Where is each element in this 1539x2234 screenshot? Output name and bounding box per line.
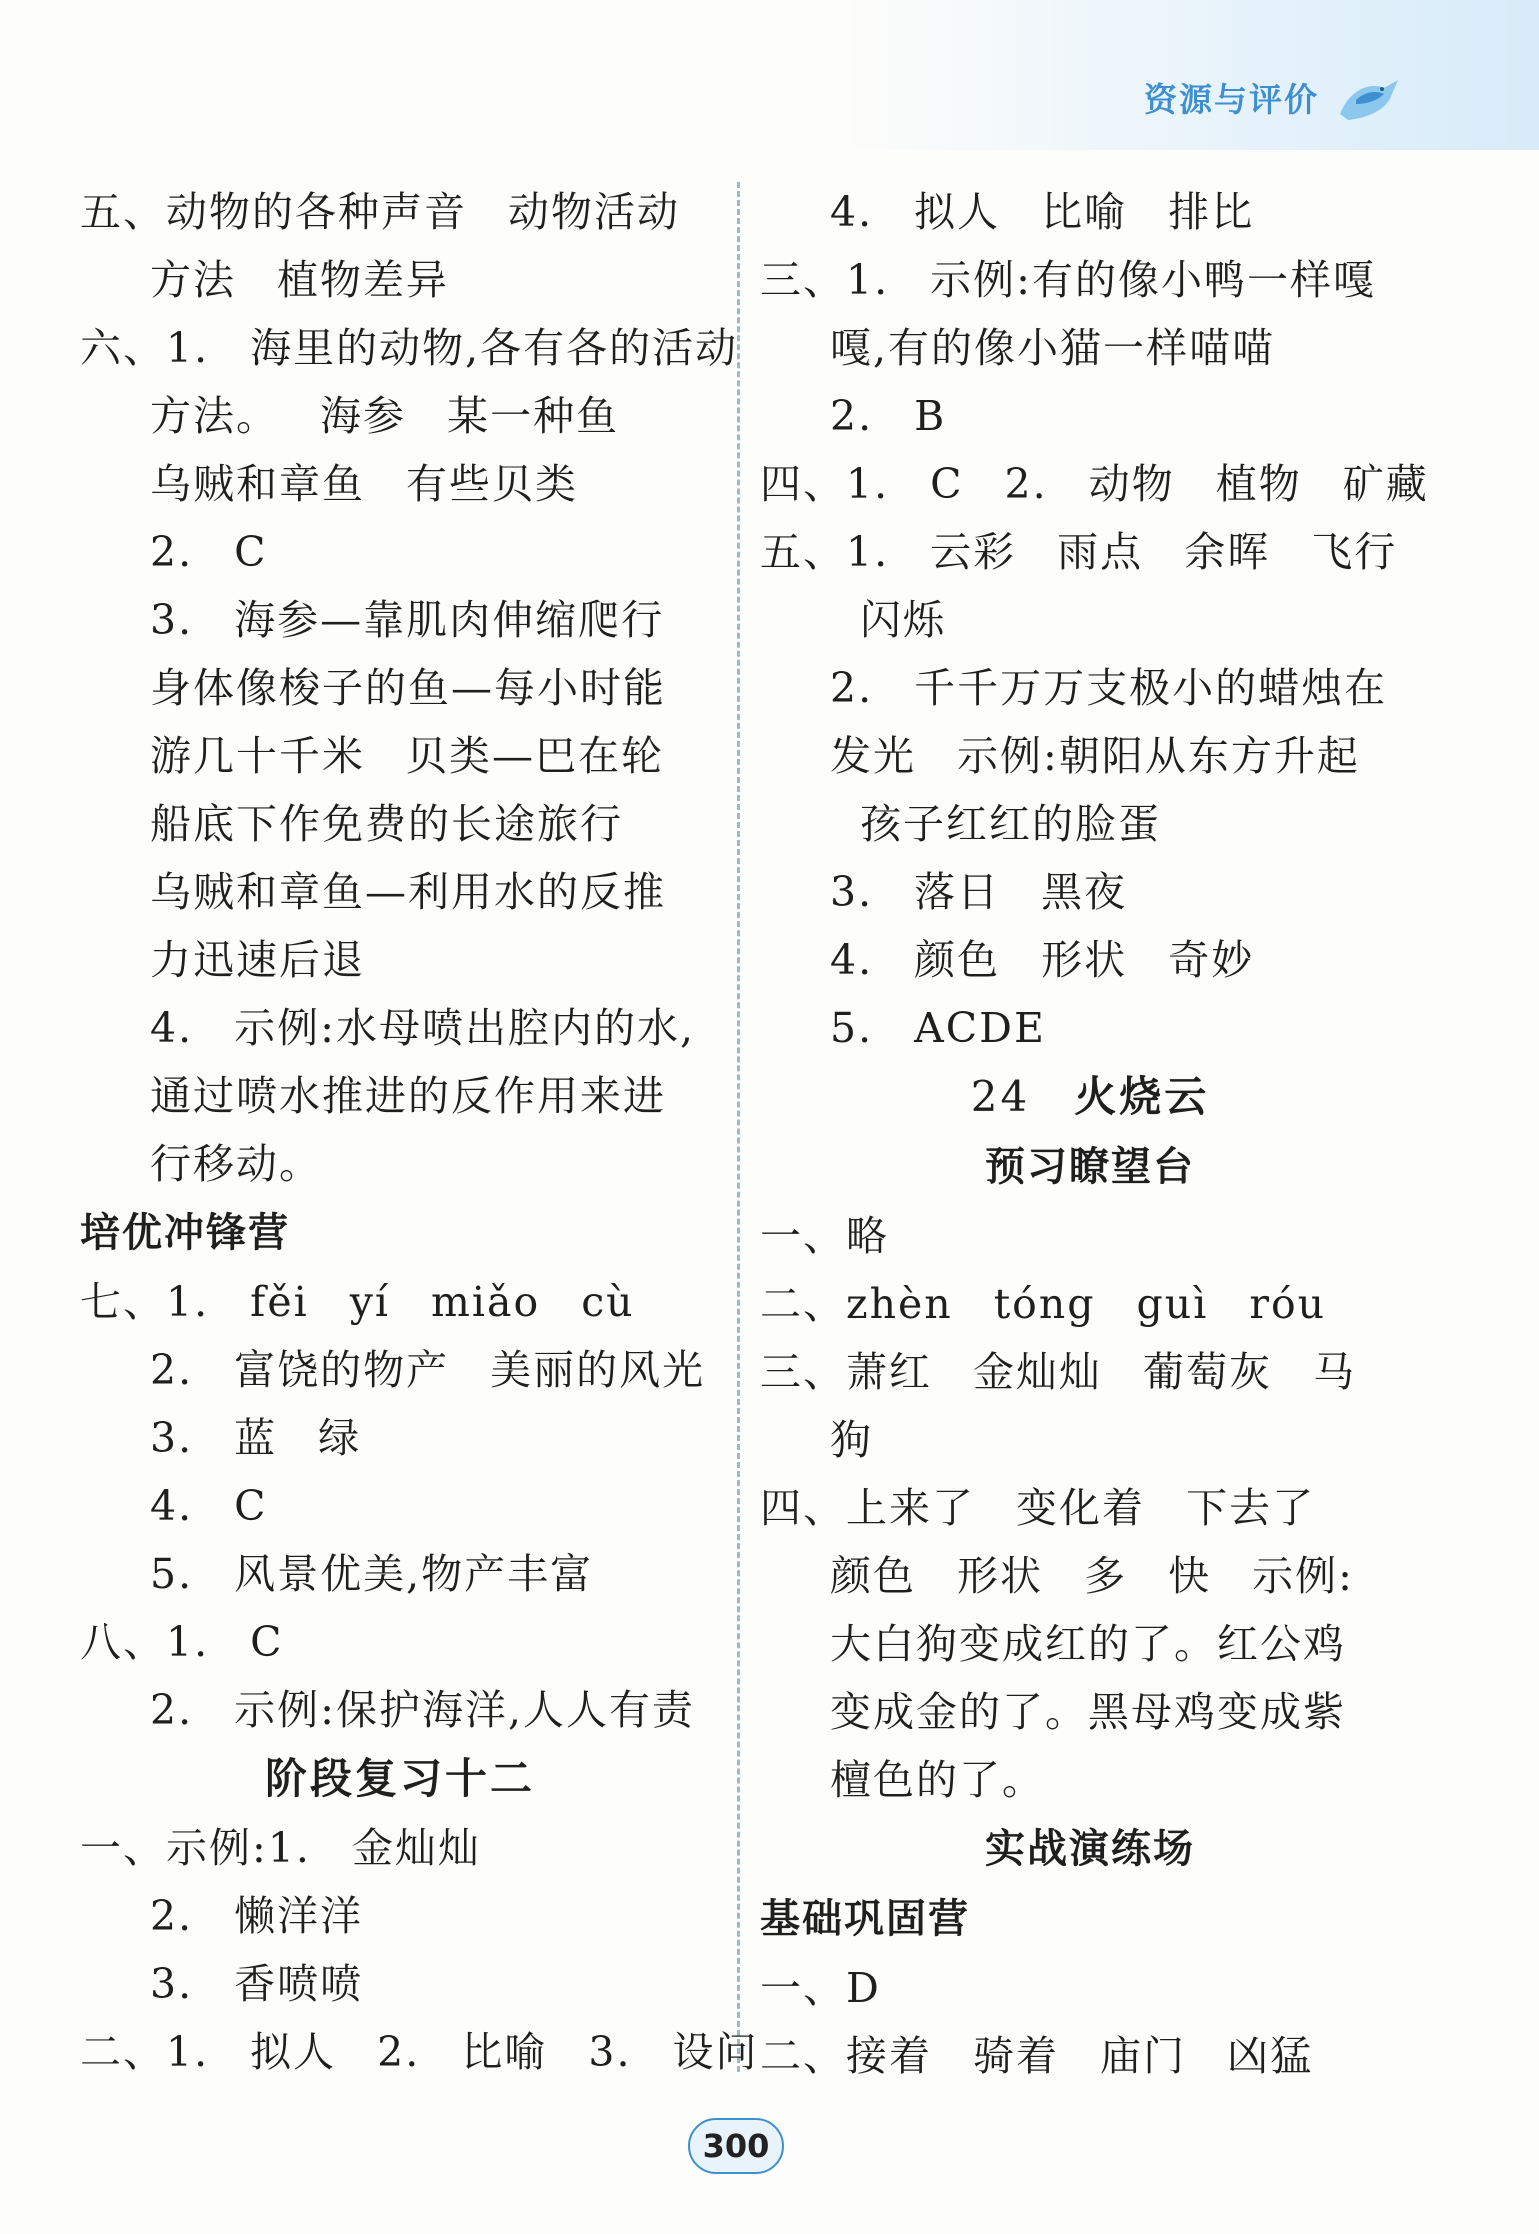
page-number: 300: [688, 2118, 784, 2174]
section-heading: 培优冲锋营: [80, 1210, 290, 1256]
answer-line: 檀色的了。: [830, 1756, 1045, 1804]
review-title: 阶段复习十二: [264, 1754, 535, 1803]
answer-line: 四、1. C 2. 动物 植物 矿藏: [760, 460, 1429, 508]
answer-line: 孩子红红的脸蛋: [860, 800, 1161, 848]
answer-line: 二、接着 骑着 庙门 凶猛: [760, 2032, 1314, 2080]
answer-line: 2. 懒洋洋: [150, 1892, 364, 1940]
answer-line: 变成金的了。黑母鸡变成紫: [830, 1688, 1346, 1736]
answer-line: 狗: [830, 1416, 873, 1464]
answer-line: 2. 示例:保护海洋,人人有责: [150, 1686, 695, 1734]
answer-line: 乌贼和章鱼 有些贝类: [150, 460, 579, 508]
lesson-title: [760, 1062, 1420, 1132]
answer-line: 3. 香喷喷: [150, 1960, 364, 2008]
section-heading: 预习瞭望台: [985, 1144, 1195, 1190]
column-divider: [737, 182, 740, 2072]
answer-line: 六、1. 海里的动物,各有各的活动: [80, 324, 739, 372]
answer-line: 4. 拟人 比喻 排比: [830, 188, 1255, 236]
answer-line: 三、萧红 金灿灿 葡萄灰 马: [760, 1348, 1357, 1396]
answer-line: 颜色 形状 多 快 示例:: [830, 1552, 1354, 1600]
answer-line: 2. 富饶的物产 美丽的风光: [150, 1346, 706, 1394]
answer-line: 2. B: [830, 392, 947, 440]
answer-line: 五、动物的各种声音 动物活动: [80, 188, 681, 236]
answer-line: 二、1. 拟人 2. 比喻 3. 设问: [80, 2028, 759, 2076]
answer-line: 身体像梭子的鱼—每小时能: [150, 664, 666, 712]
answer-line: 2. C: [150, 528, 268, 576]
answer-line: 一、略: [760, 1212, 889, 1260]
answer-line: 四、上来了 变化着 下去了: [760, 1484, 1316, 1532]
answer-line: 七、1. fěi yí miǎo cù: [80, 1278, 635, 1326]
answer-line: 方法。 海参 某一种鱼: [150, 392, 620, 440]
answer-line: 五、1. 云彩 雨点 余晖 飞行: [760, 528, 1398, 576]
answer-line: 行移动。: [150, 1140, 322, 1188]
answer-line: 4. 示例:水母喷出腔内的水,: [150, 1004, 695, 1052]
answer-line: 三、1. 示例:有的像小鸭一样嘎: [760, 256, 1376, 304]
header-title: 资源与评价: [1144, 80, 1319, 119]
answer-line: 4. 颜色 形状 奇妙: [830, 936, 1255, 984]
answer-line: 八、1. C: [80, 1618, 284, 1666]
section-heading: 实战演练场: [985, 1826, 1195, 1872]
lesson-name: 火烧云: [1074, 1072, 1210, 1121]
answer-line: 通过喷水推进的反作用来进: [150, 1072, 666, 1120]
answer-line: 3. 海参—靠肌肉伸缩爬行: [150, 596, 665, 644]
page-header: [0, 0, 1539, 150]
answer-line: 发光 示例:朝阳从东方升起: [830, 732, 1360, 780]
answer-line: 5. ACDE: [830, 1004, 1046, 1052]
answer-line: 闪烁: [860, 596, 946, 644]
answer-line: 大白狗变成红的了。红公鸡: [830, 1620, 1346, 1668]
answer-line: 力迅速后退: [150, 936, 365, 984]
answer-line: 一、示例:1. 金灿灿: [80, 1824, 481, 1872]
answer-line: 3. 蓝 绿: [150, 1414, 362, 1462]
answer-line: 一、D: [760, 1964, 881, 2012]
answer-line: 5. 风景优美,物产丰富: [150, 1550, 594, 1598]
right-column: [760, 178, 1429, 2090]
answer-line: 乌贼和章鱼—利用水的反推: [150, 868, 666, 916]
left-column: [80, 178, 759, 2086]
section-heading: 基础巩固营: [760, 1896, 970, 1942]
answer-line: 船底下作免费的长途旅行: [150, 800, 623, 848]
answer-line: 3. 落日 黑夜: [830, 868, 1128, 916]
lesson-number: 24: [970, 1072, 1031, 1121]
bird-logo-icon: [1334, 74, 1404, 130]
answer-line: 2. 千千万万支极小的蜡烛在: [830, 664, 1388, 712]
answer-line: 游几十千米 贝类—巴在轮: [150, 732, 665, 780]
answer-line: 嘎,有的像小猫一样喵喵: [830, 324, 1276, 372]
answer-line: 方法 植物差异: [150, 256, 450, 304]
answer-line: 4. C: [150, 1482, 268, 1530]
answer-line: 二、zhèn tóng guì róu: [760, 1280, 1327, 1328]
